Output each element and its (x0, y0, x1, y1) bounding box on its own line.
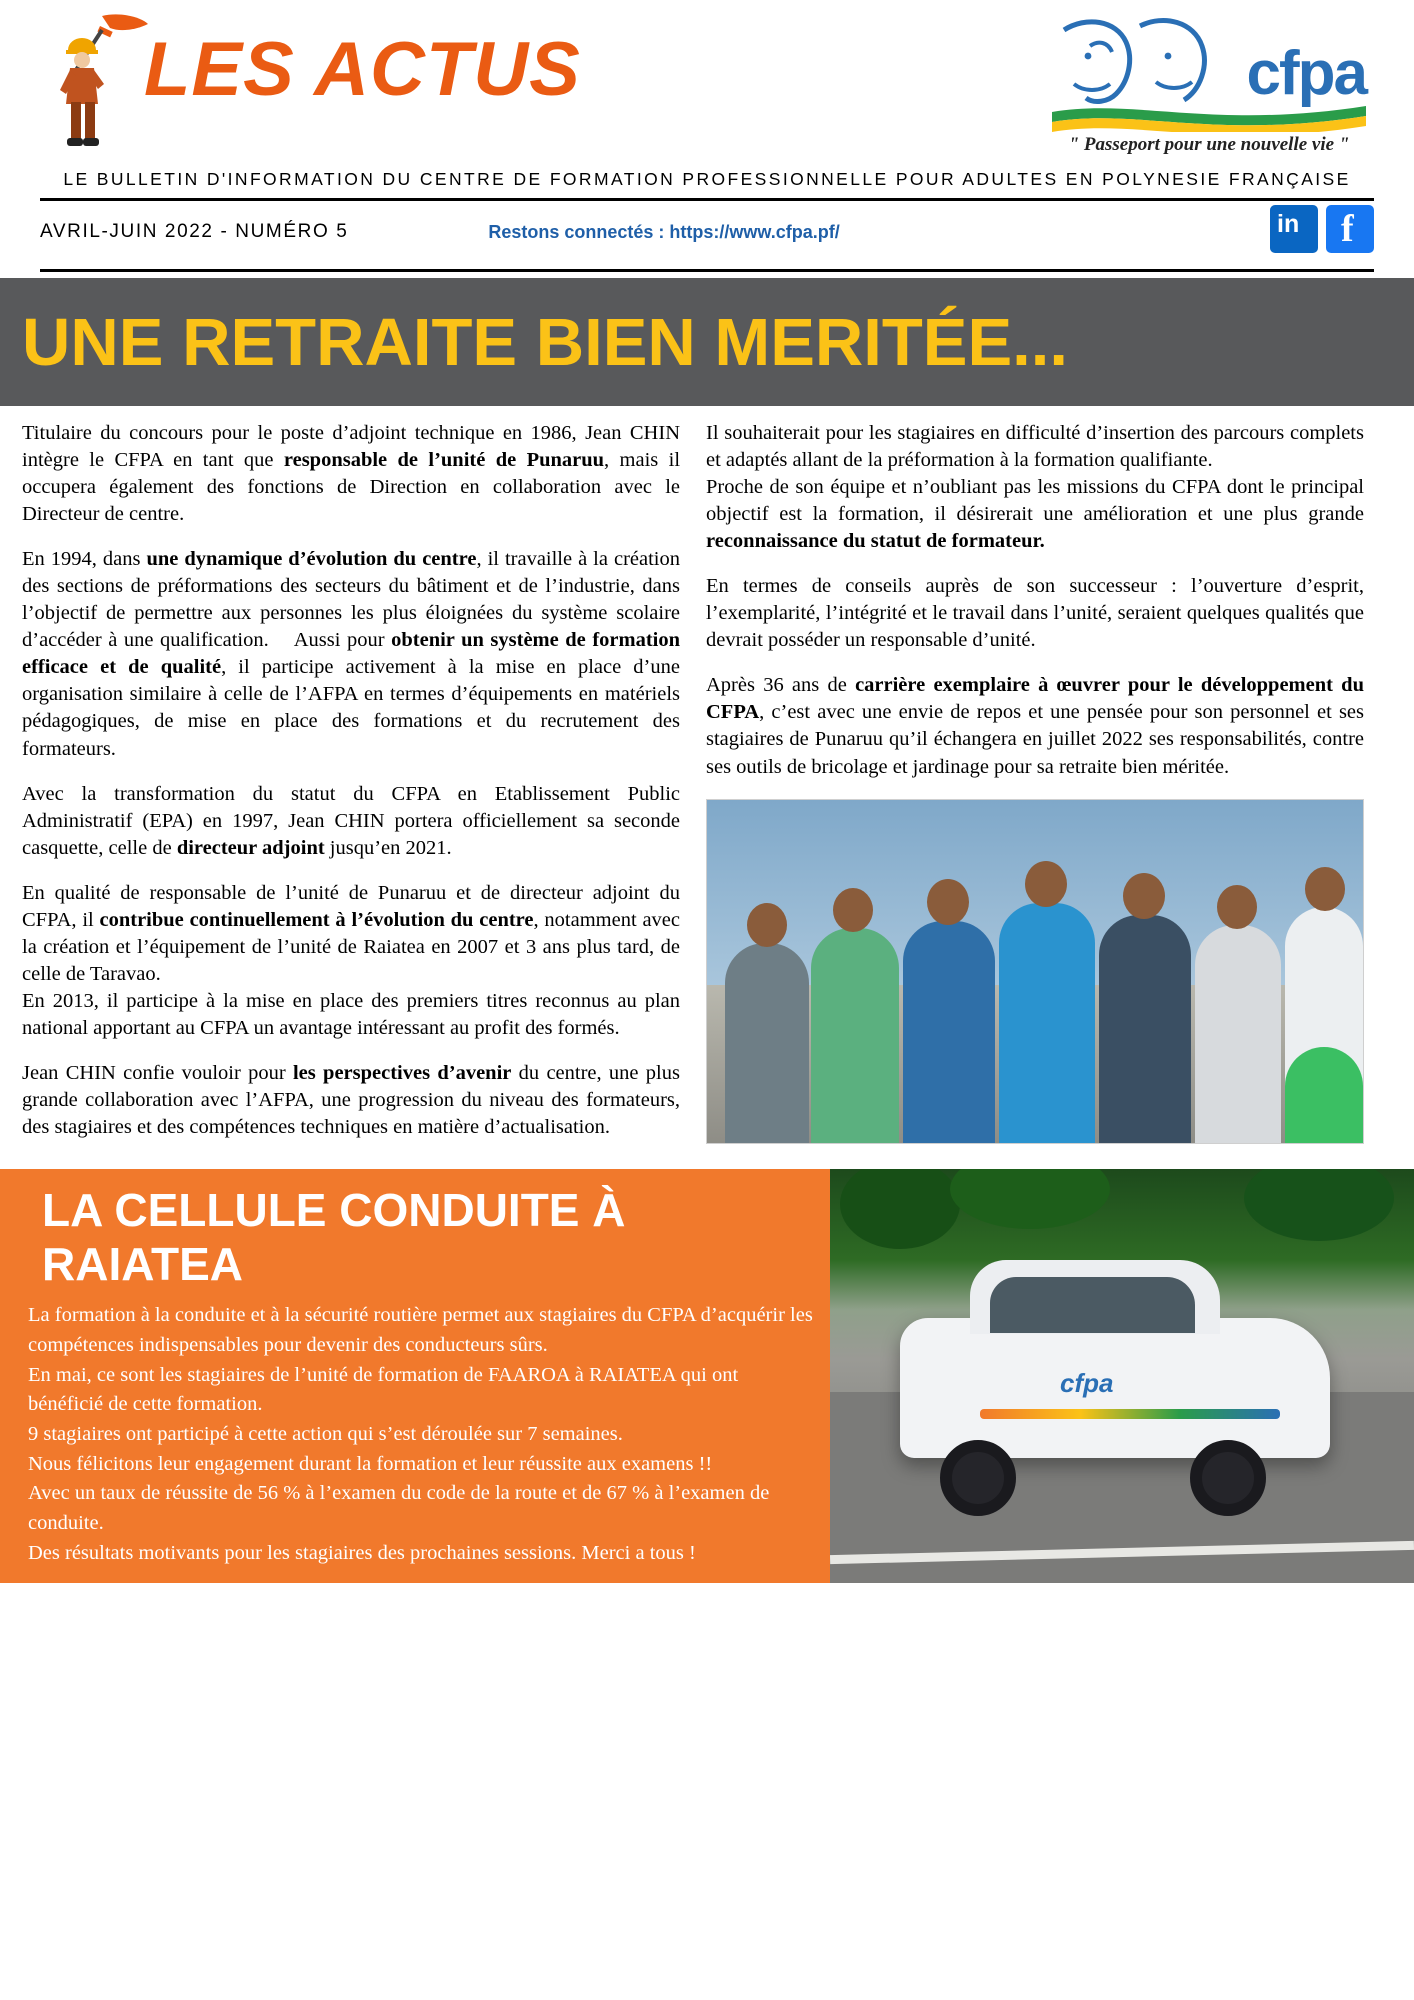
main-banner (0, 278, 1414, 406)
cfpa-faces-icon (1044, 12, 1374, 132)
car-cfpa-decal: cfpa (1060, 1367, 1114, 1398)
header-divider-bottom (40, 269, 1374, 272)
cfpa-logo (1044, 12, 1374, 156)
facebook-icon[interactable] (1326, 205, 1374, 253)
car-body (900, 1318, 1330, 1458)
car-window (990, 1277, 1195, 1333)
painter-illustration-icon (40, 10, 150, 160)
person-head (747, 903, 787, 947)
person-head (1123, 873, 1165, 919)
paragraph: En mai, ce sont les stagiaires de l’unité de formation de FAAROA à RAIATEA qui ont bénéficié de cette formation. (28, 1363, 739, 1416)
paragraph: En 2013, il participe à la mise en place des premiers titres reconnus au plan national apportant au CFPA un avantage intéressant au profit des formés. (22, 989, 680, 1039)
person (1195, 925, 1281, 1143)
linkedin-icon[interactable] (1270, 205, 1318, 253)
car-wheel (940, 1440, 1016, 1516)
paragraph: En qualité de responsable de l’unité de Punaruu et de directeur adjoint du CFPA, il contribue continuellement à l’évolution du centre, notamment avec la création et l’équipement de l’unité de Raiatea en 2007 et 3 ans plus tard, de celle de Taravao. (22, 881, 680, 985)
person-head (1305, 867, 1345, 911)
driving-school-car-photo (830, 1169, 1414, 1582)
page-title: LES ACTUS (144, 27, 581, 112)
page-header (0, 0, 1414, 190)
article-column-right (706, 420, 1364, 1159)
person-head (1025, 861, 1067, 907)
issue-date: AVRIL-JUIN 2022 - NUMÉRO 5 (40, 221, 349, 242)
linkedin-label: in (1277, 210, 1300, 238)
person-head (927, 879, 969, 925)
paragraph: Jean CHIN confie vouloir pour les perspectives d’avenir du centre, une plus grande collaboration avec l’AFPA, une progression du niveau des formateurs, des stagiaires et des compétences techniques en matière d’actualisation. (22, 1061, 680, 1139)
car-wheel (1190, 1440, 1266, 1516)
person (1099, 915, 1191, 1143)
paragraph: Il souhaiterait pour les stagiaires en difficulté d’insertion des parcours complets et adaptés allant de la préformation à la formation qualifiante. (706, 422, 1364, 472)
paragraph: La formation à la conduite et à la sécurité routière permet aux stagiaires du CFPA d’acquérir les compétences indispensables pour devenir des conducteurs sûrs. (28, 1304, 813, 1356)
group-photo (706, 799, 1364, 1144)
cfpa-wordmark: cfpa (1246, 39, 1366, 108)
paragraph: Titulaire du concours pour le poste d’adjoint technique en 1986, Jean CHIN intègre le CFPA en tant que responsable de l’unité de Punaruu, mais il occupera également des fonctions de Direction en collaboration avec le Directeur de centre. (22, 422, 681, 526)
banner-title: UNE RETRAITE BIEN MERITÉE... (22, 304, 1069, 380)
paragraph: Nous félicitons leur engagement durant la formation et leur réussite aux examens !! (28, 1452, 713, 1475)
website-link[interactable]: Restons connectés : https://www.cfpa.pf/ (488, 221, 840, 242)
person (725, 943, 809, 1143)
paragraph: Des résultats motivants pour les stagiaires des prochaines sessions. Merci a tous ! (28, 1541, 696, 1564)
masthead (40, 10, 1374, 160)
person-head (833, 888, 873, 932)
paragraph: Avec la transformation du statut du CFPA en Etablissement Public Administratif (EPA) en 1997, Jean CHIN portera officiellement sa seconde casquette, celle de directeur adjoint jusqu’en 2021. (22, 782, 680, 859)
facebook-label: f (1341, 208, 1354, 250)
person (903, 921, 995, 1143)
issue-row (40, 201, 1374, 261)
car-stripe-decal (980, 1409, 1280, 1419)
person-head (1217, 885, 1257, 929)
paragraph: Proche de son équipe et n’oubliant pas les missions du CFPA dont le principal objectif est la formation, il désirerait une amélioration et une plus grande reconnaissance du statut de formateur. (706, 476, 1364, 553)
palm-foliage (1244, 1169, 1394, 1241)
raiatea-paragraphs (0, 1301, 830, 1568)
cfpa-slogan: " Passeport pour une nouvelle vie " (1068, 134, 1350, 155)
raiatea-title: LA CELLULE CONDUITE À RAIATEA (42, 1184, 626, 1291)
article-columns (0, 406, 1414, 1159)
palm-foliage (840, 1169, 960, 1249)
palm-foliage (950, 1169, 1110, 1229)
raiatea-text-block (0, 1169, 830, 1582)
person (999, 903, 1095, 1143)
paragraph: En 1994, dans une dynamique d’évolution du centre, il travaille à la création des sections de préformations des secteurs du bâtiment et de l’industrie, dans l’objectif de permettre aux personnes les plus éloignées du système scolaire d’accéder à une qualification. Aussi pour obtenir un système de formation efficace et de qualité, il participe activement à la mise en place d’une organisation similaire à celle de l’AFPA en termes d’équipements en matériels pédagogiques, de mise en place des formations et du recrutement des formateurs. (22, 548, 680, 760)
social-links (1270, 205, 1374, 253)
masthead-left (40, 10, 581, 160)
raiatea-section (0, 1169, 1414, 1582)
bulletin-subtitle: LE BULLETIN D'INFORMATION DU CENTRE DE FORMATION PROFESSIONNELLE POUR ADULTES EN POLYNESIE FRANÇAISE (63, 169, 1351, 189)
person-shorts (1285, 1047, 1363, 1143)
paragraph: En termes de conseils auprès de son successeur : l’ouverture d’esprit, l’exemplarité, l’intégrité et le travail dans l’unité, seraient quelques qualités que devrait posséder un responsable d’unité. (706, 575, 1364, 652)
paragraph: Avec un taux de réussite de 56 % à l’examen du code de la route et de 67 % à l’examen de conduite. (28, 1482, 770, 1535)
article-column-left (22, 420, 680, 1159)
person (811, 928, 899, 1143)
paragraph: 9 stagiaires ont participé à cette action qui s’est déroulée sur 7 semaines. (28, 1423, 623, 1445)
paragraph: Après 36 ans de carrière exemplaire à œuvrer pour le développement du CFPA, c’est avec une envie de repos et une pensée pour son personnel et ses stagiaires de Punaruu qu’il échangera en juillet 2022 ses responsabilités, contre ses outils de bricolage et jardinage pour sa retraite bien méritée. (706, 674, 1364, 778)
